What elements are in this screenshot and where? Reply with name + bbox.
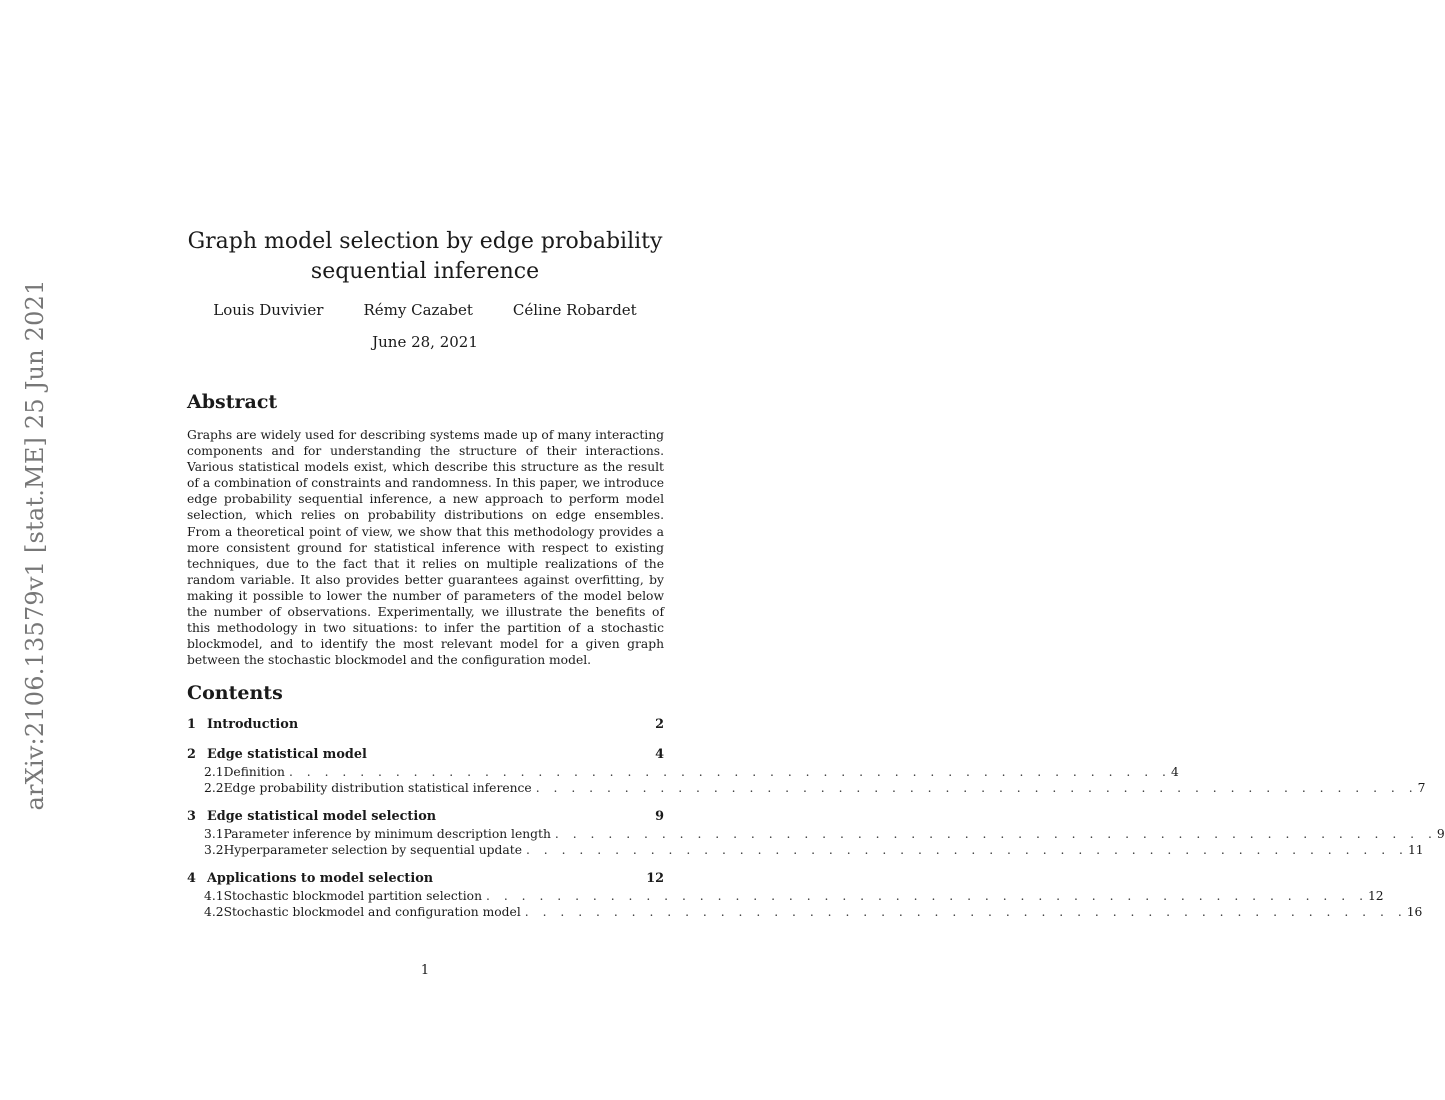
toc-subsection-number: 4.2: [204, 905, 224, 919]
toc-leader-dots: . . . . . . . . . . . . . . . . . . . . . . . . . . . . . . . . . . . . . . . . . . . . . . . . . .: [525, 843, 1408, 857]
toc-subsection[interactable]: [187, 904, 1423, 920]
toc-section-page: 4: [655, 747, 664, 762]
toc-section-page: 9: [655, 809, 664, 824]
toc-subsection-page: 7: [1417, 781, 1426, 795]
abstract-text: Graphs are widely used for describing systems made up of many interacting components and for understanding the structure of their interactions. Various statistical models exist, which describe this structure as the result of a combination of constraints and randomness. In this paper, we introduce edge probability sequential inference, a new approach to perform model selection, which relies on probability distributions on edge ensembles. From a theoretical point of view, we show that this methodology provides a more consistent ground for statistical inference with respect to existing techniques, due to the fact that it relies on multiple realizations of the random variable. It also provides better guarantees against overfitting, by making it possible to lower the number of parameters of the model below the number of observations. Experimentally, we illustrate the benefits of this methodology in two situations: to infer the partition of a stochastic blockmodel, and to identify the most relevant model for a given graph between the stochastic blockmodel and the configuration model.: [187, 428, 664, 668]
author-name: Céline Robardet: [512, 301, 637, 319]
toc-subsection-page: 12: [1367, 889, 1384, 903]
author-list: [150, 301, 700, 319]
toc-subsection-number: 3.1: [204, 827, 224, 841]
toc-section-title: Introduction: [207, 717, 299, 732]
toc-subsection[interactable]: [187, 842, 1424, 858]
toc-section-number: 2: [187, 747, 196, 762]
toc-section-title: Applications to model selection: [207, 871, 434, 886]
toc-subsection-page: 4: [1170, 765, 1179, 779]
toc-subsection-title: Edge probability distribution statistical inference: [224, 780, 536, 796]
toc-section-title: Edge statistical model: [207, 747, 367, 762]
toc-subsection[interactable]: [187, 780, 1426, 796]
paper-title: [150, 227, 700, 287]
toc-subsection[interactable]: [187, 826, 1445, 842]
toc-subsection-title: Parameter inference by minimum description length: [224, 826, 555, 842]
toc-subsection[interactable]: [187, 764, 1179, 780]
toc-section-number: 3: [187, 809, 196, 824]
toc-section-page: 12: [646, 871, 664, 886]
toc-leader-dots: . . . . . . . . . . . . . . . . . . . . . . . . . . . . . . . . . . . . . . . . . . . . . . . . . .: [486, 889, 1368, 903]
arxiv-sidebar: [15, 279, 55, 811]
table-of-contents: [187, 716, 1445, 920]
title-line-1: Graph model selection by edge probability: [187, 229, 663, 254]
toc-subsection-title: Hyperparameter selection by sequential update: [224, 842, 526, 858]
toc-subsection-title: Stochastic blockmodel and configuration model: [224, 904, 525, 920]
toc-subsection-title: Stochastic blockmodel partition selection: [224, 888, 486, 904]
toc-subsection-page: 16: [1406, 905, 1423, 919]
toc-leader-dots: . . . . . . . . . . . . . . . . . . . . . . . . . . . . . . . . . . . . . . . . . . . . . . . . . .: [524, 905, 1407, 919]
author-name: Louis Duvivier: [213, 301, 324, 319]
abstract-heading: Abstract: [187, 391, 278, 413]
arxiv-identifier: arXiv:2106.13579v1 [stat.ME] 25 Jun 2021: [21, 279, 49, 811]
page-number: 1: [420, 963, 430, 978]
toc-subsection-number: 3.2: [204, 843, 224, 857]
title-line-2: sequential inference: [310, 259, 540, 284]
toc-leader-dots: . . . . . . . . . . . . . . . . . . . . . . . . . . . . . . . . . . . . . . . . . . . . . . . . . .: [554, 827, 1437, 841]
toc-section-number: 1: [187, 717, 196, 732]
toc-section[interactable]: [187, 870, 664, 888]
toc-section[interactable]: [187, 716, 664, 734]
toc-section-page: 2: [655, 717, 664, 732]
toc-section[interactable]: [187, 808, 664, 826]
toc-leader-dots: . . . . . . . . . . . . . . . . . . . . . . . . . . . . . . . . . . . . . . . . . . . . . . . . . .: [288, 765, 1171, 779]
toc-subsection-number: 2.1: [204, 765, 224, 779]
toc-subsection-page: 11: [1407, 843, 1424, 857]
toc-subsection-title: Definition: [224, 764, 289, 780]
toc-subsection-page: 9: [1436, 827, 1445, 841]
toc-subsection-number: 2.2: [204, 781, 224, 795]
author-name: Rémy Cazabet: [363, 301, 473, 319]
toc-subsection-number: 4.1: [204, 889, 224, 903]
toc-section-number: 4: [187, 871, 196, 886]
toc-subsection[interactable]: [187, 888, 1384, 904]
toc-section-title: Edge statistical model selection: [207, 809, 437, 824]
toc-leader-dots: . . . . . . . . . . . . . . . . . . . . . . . . . . . . . . . . . . . . . . . . . . . . . . . . . .: [535, 781, 1418, 795]
contents-heading: Contents: [187, 682, 283, 704]
paper-date: June 28, 2021: [372, 333, 478, 351]
toc-section[interactable]: [187, 746, 664, 764]
